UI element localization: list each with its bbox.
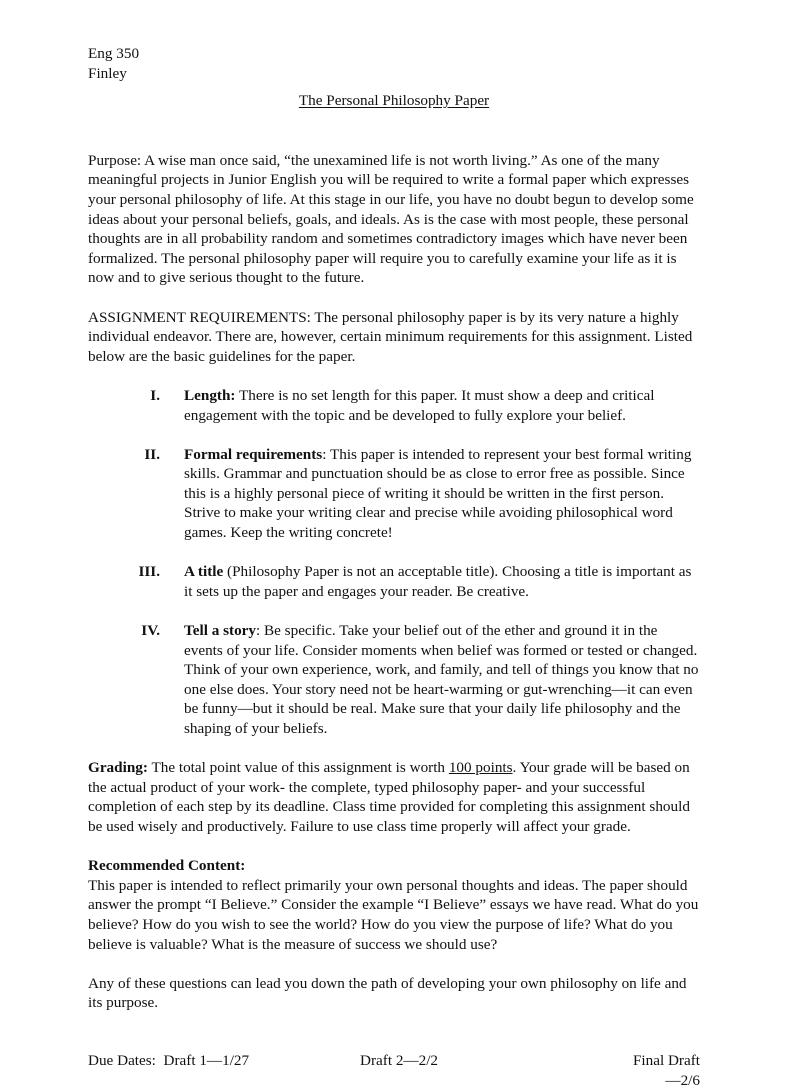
grading-paragraph (88, 758, 700, 836)
spacer (88, 954, 700, 974)
list-item-text: There is no set length for this paper. It must show a deep and critical engagement with the topic and be developed to fully explore your belief. (184, 386, 655, 424)
list-item (88, 562, 700, 601)
requirements-list (88, 386, 700, 739)
spacer (88, 366, 700, 386)
list-item-numeral: III. (138, 563, 160, 581)
due-dates-draft2: Draft 2—2/2 (360, 1051, 439, 1069)
assignment-requirements-paragraph (88, 308, 700, 367)
due-dates-row (88, 1051, 700, 1090)
assignment-requirements-text: The personal philosophy paper is by its very nature a highly individual endeavor. There are, however, certain minimum requirements for this assignment. Listed below are the basic guidelines for the paper. (88, 308, 693, 365)
spacer (88, 837, 700, 857)
list-item (88, 445, 700, 543)
grading-text-after: . Your grade will be based on the actual product of your work- the complete, typed philosophy paper- and your successful completion of each step by its deadline. Class time provided for completing this assignment should be used wisely and productively. Failure to use class time properly will affect your grade. (88, 759, 690, 835)
list-item-body (160, 386, 700, 425)
closing-paragraph: Any of these questions can lead you down the path of developing your own philosophy on life and its purpose. (88, 974, 687, 1012)
recommended-content-heading (88, 856, 700, 876)
list-item-numeral: II. (144, 445, 160, 463)
spacer (88, 288, 700, 308)
list-item-heading: Tell a story (184, 622, 256, 640)
list-item-body (160, 562, 700, 601)
spacer (88, 111, 700, 151)
list-item-heading: A title (184, 563, 224, 581)
list-item-body (160, 621, 700, 739)
document-body (88, 44, 700, 1090)
list-item (88, 386, 700, 425)
purpose-label: Purpose: (88, 151, 142, 169)
due-dates-draft1-value: Draft 1—1/27 (163, 1051, 250, 1069)
list-item-text: : Be specific. Take your belief out of the ether and ground it in the events of your life. Consider moments when belief was formed or tested or changed. Think of your own experience, work, and family, and tell of things you know that no one else does. Your story need not be heart-warming or gut-wrenching—it can even be funny—but it should be real. Make sure that your daily life philosophy and the shaping of your beliefs. (184, 622, 699, 737)
due-dates-label: Due Dates: (88, 1051, 156, 1069)
grading-label: Grading: (88, 759, 148, 777)
document-title (88, 91, 700, 111)
purpose-paragraph (88, 151, 700, 288)
list-item-text: : This paper is intended to represent your best formal writing skills. Grammar and punctuation should be as close to error free as possible. Since this is a highly personal piece of writing it should be written in the first person. Strive to make your writing clear and precise while avoiding philosophical word games. Keep the writing concrete! (184, 445, 692, 542)
spacer (88, 1013, 700, 1051)
list-item-heading: Formal requirements (184, 445, 323, 463)
list-item-text: (Philosophy Paper is not an acceptable title). Choosing a title is important as it sets up the paper and engages your reader. Be creative. (184, 563, 692, 600)
recommended-content-heading-text: Recommended Content: (88, 857, 246, 875)
assignment-requirements-label: ASSIGNMENT REQUIREMENTS: (88, 308, 311, 326)
list-item-heading: Length: (184, 386, 236, 404)
instructor-name: Finley (88, 64, 127, 82)
grading-points-value: 100 points (448, 759, 513, 777)
grading-text-before: The total point value of this assignment is worth (147, 759, 449, 777)
purpose-text: A wise man once said, “the unexamined life is not worth living.” As one of the many meaningful projects in Junior English you will be required to write a formal paper which expresses your personal philosophy of life. At this stage in our life, you have no doubt begun to develop some ideas about your personal beliefs, goals, and ideals. As is the case with most people, these personal thoughts are in all probability random and sometimes contradictory images which have never been formalized. The personal philosophy paper will require you to carefully examine your life as it is now and to give serious thought to the future. (88, 151, 694, 287)
document-title-text: The Personal Philosophy Paper (298, 92, 490, 110)
due-dates-draft1 (88, 1051, 360, 1090)
list-item-body (160, 445, 700, 543)
list-item-numeral: I. (150, 386, 160, 404)
list-item (88, 621, 700, 739)
due-dates-final: Final Draft—2/6 (632, 1051, 700, 1089)
recommended-content-body: This paper is intended to reflect primarily your own personal thoughts and ideas. The paper should answer the prompt “I Believe.” Consider the example “I Believe” essays we have read. What do you believe? How do you wish to see the world? How do you view the purpose of life? What do you believe is valuable? What is the measure of success we should use? (88, 876, 699, 953)
list-item-numeral: IV. (141, 622, 160, 640)
course-code: Eng 350 (88, 45, 140, 62)
